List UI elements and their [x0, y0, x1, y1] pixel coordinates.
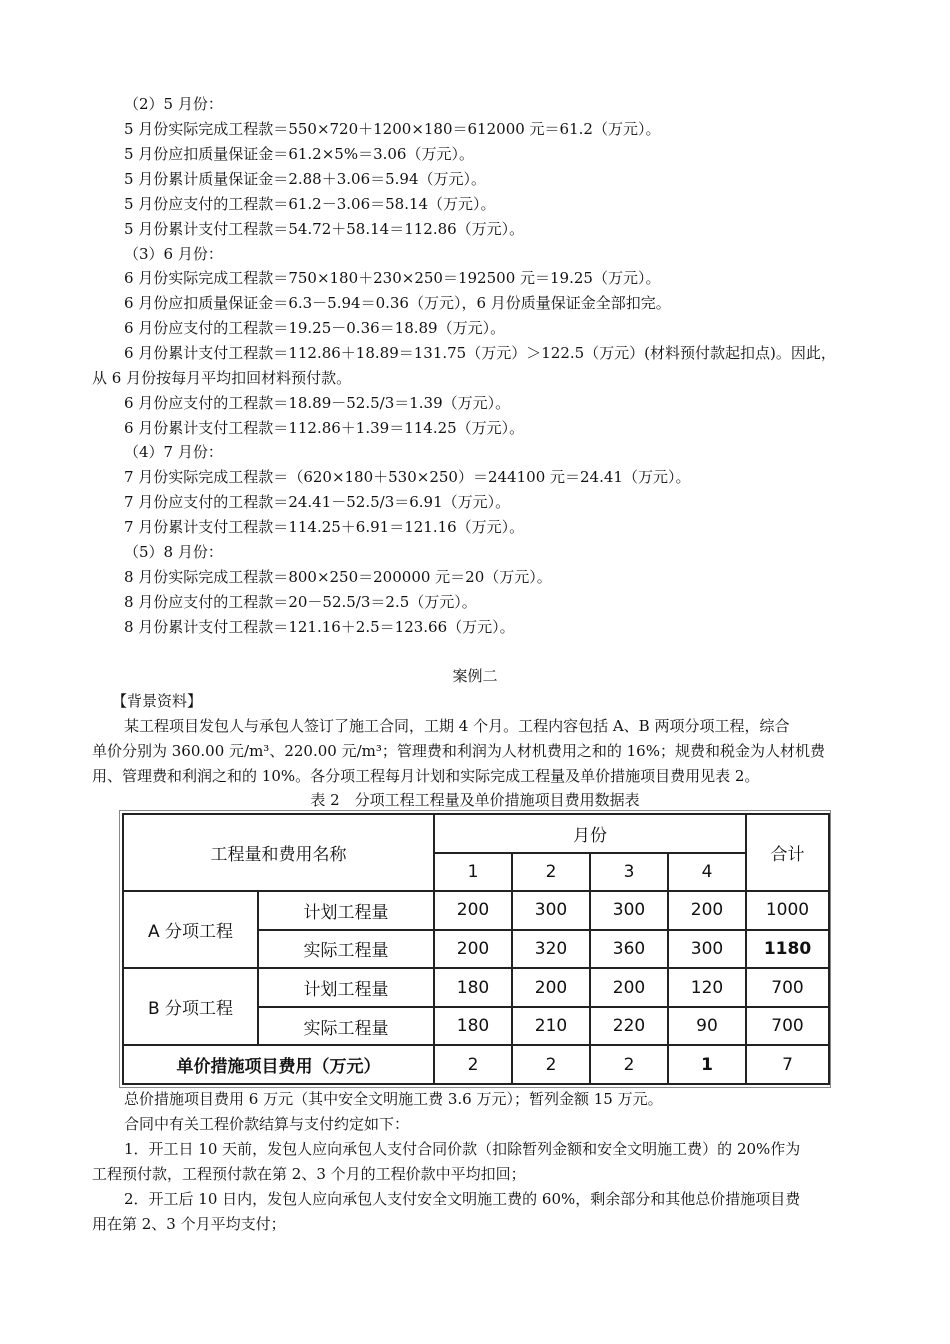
row-group-b: B 分项工程	[123, 968, 258, 1045]
table-cell: 300	[590, 891, 668, 930]
text-line: 8 月份实际完成工程款＝800×250＝200000 元＝20（万元）。	[124, 568, 552, 586]
table-cell: 360	[590, 930, 668, 969]
month-cell: 1	[434, 853, 512, 892]
text-line: 2．开工后 10 日内，发包人应向承包人支付安全文明施工费的 60%，剩余部分和其他总价措施项目费	[124, 1190, 801, 1208]
text-line: 某工程项目发包人与承包人签订了施工合同，工期 4 个月。工程内容包括 A、B 两项分项工程，综合	[124, 717, 790, 735]
text-line: 1．开工日 10 天前，发包人应向承包人支付合同价款（扣除暂列金额和安全文明施工费）的 20%作为	[124, 1140, 801, 1158]
table-cell: 180	[434, 968, 512, 1007]
table-cell: 1180	[746, 930, 829, 969]
text-line: 7 月份累计支付工程款＝114.25＋6.91＝121.16（万元）。	[124, 518, 525, 536]
table-cell: 120	[668, 968, 746, 1007]
table-cell: 320	[512, 930, 590, 969]
table-cell: 1	[668, 1045, 746, 1084]
row-label-measure: 单价措施项目费用（万元）	[123, 1045, 434, 1084]
text-line: 6 月份应支付的工程款＝19.25－0.36＝18.89（万元）。	[124, 319, 506, 337]
table-cell: 300	[668, 930, 746, 969]
header-month-cell: 月份	[434, 814, 746, 853]
header-total-cell: 合计	[746, 814, 829, 891]
table-cell: 90	[668, 1007, 746, 1046]
table-cell: 180	[434, 1007, 512, 1046]
background-heading: 【背景资料】	[112, 692, 203, 710]
text-line: 8 月份累计支付工程款＝121.16＋2.5＝123.66（万元）。	[124, 618, 515, 636]
text-line: 从 6 月份按每月平均扣回材料预付款。	[92, 369, 352, 387]
text-line: 5 月份应扣质量保证金＝61.2×5%＝3.06（万元）。	[124, 145, 474, 163]
text-line: 5 月份实际完成工程款＝550×720＋1200×180＝612000 元＝61.2（万元）。	[124, 120, 661, 138]
text-line: 5 月份应支付的工程款＝61.2－3.06＝58.14（万元）。	[124, 195, 496, 213]
table-cell: 200	[590, 968, 668, 1007]
table-cell: 2	[434, 1045, 512, 1084]
case-title: 案例二	[452, 667, 498, 685]
text-line: 6 月份累计支付工程款＝112.86＋1.39＝114.25（万元）。	[124, 419, 525, 437]
text-line: 工程预付款，工程预付款在第 2、3 个月的工程价款中平均扣回；	[92, 1165, 526, 1183]
header-name-cell: 工程量和费用名称	[123, 814, 434, 891]
table-cell: 200	[512, 968, 590, 1007]
table-cell: 7	[746, 1045, 829, 1084]
row-group-a: A 分项工程	[123, 891, 258, 968]
table-cell: 700	[746, 968, 829, 1007]
text-line: 用、管理费和利润之和的 10%。各分项工程每月计划和实际完成工程量及单价措施项目费用见表 2。	[92, 767, 760, 785]
text-line: 6 月份应支付的工程款＝18.89－52.5/3＝1.39（万元）。	[124, 394, 511, 412]
month-cell: 4	[668, 853, 746, 892]
table-cell: 300	[512, 891, 590, 930]
data-table	[122, 813, 830, 1085]
text-line: 7 月份实际完成工程款＝（620×180＋530×250）＝244100 元＝24.41（万元）。	[124, 468, 691, 486]
text-line: （4）7 月份：	[124, 443, 223, 461]
text-line: 5 月份累计支付工程款＝54.72＋58.14＝112.86（万元）。	[124, 220, 525, 238]
text-line: 6 月份实际完成工程款＝750×180＋230×250＝192500 元＝19.25（万元）。	[124, 269, 661, 287]
text-line: 用在第 2、3 个月平均支付；	[92, 1215, 286, 1233]
row-label: 实际工程量	[258, 930, 434, 969]
text-line: （3）6 月份：	[124, 245, 223, 263]
table-cell: 220	[590, 1007, 668, 1046]
text-line: 6 月份累计支付工程款＝112.86＋18.89＝131.75（万元）＞122.5（万元）(材料预付款起扣点)。因此，	[124, 344, 836, 362]
table-cell: 1000	[746, 891, 829, 930]
table-cell: 200	[434, 891, 512, 930]
table-cell: 200	[668, 891, 746, 930]
text-line: 7 月份应支付的工程款＝24.41－52.5/3＝6.91（万元）。	[124, 493, 511, 511]
text-line: （5）8 月份：	[124, 543, 223, 561]
row-label: 计划工程量	[258, 891, 434, 930]
table-cell: 2	[590, 1045, 668, 1084]
text-line: 合同中有关工程价款结算与支付约定如下：	[124, 1115, 410, 1133]
table-caption: 表 2 分项工程工程量及单价措施项目费用数据表	[310, 791, 640, 809]
table-cell: 2	[512, 1045, 590, 1084]
row-label: 实际工程量	[258, 1007, 434, 1046]
month-cell: 2	[512, 853, 590, 892]
text-line: 单价分别为 360.00 元/m³、220.00 元/m³；管理费和利润为人材机费用之和的 16%；规费和税金为人材机费	[92, 742, 825, 760]
text-line: 5 月份累计质量保证金＝2.88＋3.06＝5.94（万元）。	[124, 170, 487, 188]
text-line: （2）5 月份：	[124, 95, 223, 113]
table-cell: 210	[512, 1007, 590, 1046]
text-line: 总价措施项目费用 6 万元（其中安全文明施工费 3.6 万元）；暂列金额 15 万元。	[124, 1090, 663, 1108]
text-line: 8 月份应支付的工程款＝20－52.5/3＝2.5（万元）。	[124, 593, 477, 611]
text-line: 6 月份应扣质量保证金＝6.3－5.94＝0.36（万元），6 月份质量保证金全部扣完。	[124, 294, 671, 312]
table-cell: 700	[746, 1007, 829, 1046]
row-label: 计划工程量	[258, 968, 434, 1007]
table-cell: 200	[434, 930, 512, 969]
month-cell: 3	[590, 853, 668, 892]
